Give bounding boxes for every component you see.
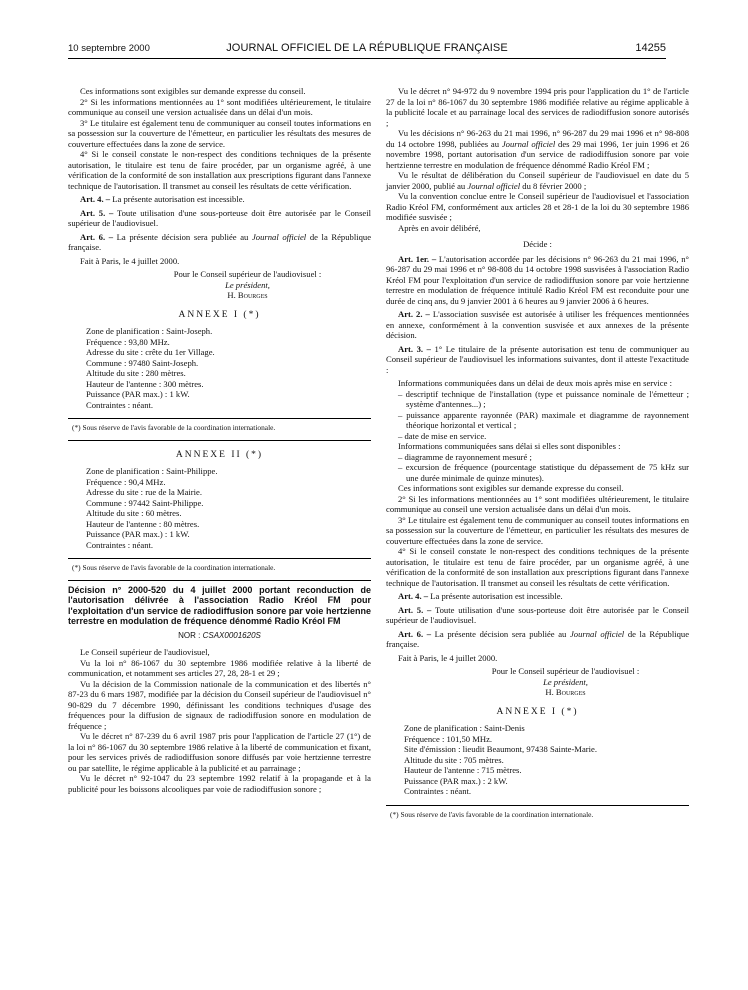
paragraph: 4° Si le conseil constate le non-respect des conditions techniques de la présente autorisation, le titulaire est tenu de faire procéder, par un organisme agréé, à une vérification de la conformité de son installation aux prescriptions figurant dans l'annexe technique de l'autorisation. Il transmet au conseil les résultats de cette vérification. (386, 546, 689, 588)
paragraph: Après en avoir délibéré, (398, 222, 481, 233)
signature-line: Pour le Conseil supérieur de l'audiovisuel : (491, 666, 640, 676)
paragraph: Informations communiquées sans délai si elles sont disponibles : (398, 441, 621, 451)
signature-name: H. Bourges (227, 290, 268, 300)
annex-1-list (386, 723, 689, 797)
article-text: Toute utilisation d'une sous-porteuse doit être autorisée par le Conseil supérieur de l'audiovisuel. (68, 207, 372, 228)
signature-role: Le président, (543, 676, 588, 687)
divider (386, 805, 689, 806)
annex-line: Altitude du site : 705 mètres. (404, 754, 504, 765)
article-2: Art. 2. – L'association susvisée est autorisée à utiliser les fréquences mentionnées en annexe, conformément à la convention susvisée et aux annexes de la présente décision. (386, 309, 690, 340)
signature-role: Le président, (225, 279, 270, 290)
paragraph: Informations communiquées dans un délai de deux mois après mise en service : (398, 378, 672, 388)
nor-code: CSAX0001620S (202, 630, 261, 640)
paragraph: Vu le décret n° 87-239 du 6 avril 1987 pris pour l'application de l'article 27 (1°) de la loi n° 86-1067 du 30 septembre 1986 relative à la liberté de communication et fixant, pour les services privés de radiodiffusion sonore diffusés par voie hertzienne terrestre ou par satellite, le régime applicable à la publicité et au parrainage ; (68, 731, 371, 773)
article-label: Art. 4. – (398, 591, 429, 601)
article-6: Art. 6. – La présente décision sera publiée au Journal officiel de la République française. (386, 628, 690, 649)
signature-name: H. Bourges (545, 687, 586, 697)
annex-title: ANNEXE I (*) (178, 309, 261, 320)
article-label: Art. 3. – (398, 343, 431, 354)
paragraph: 3° Le titulaire est également tenu de communiquer au conseil toutes informations en sa possession sur la couverture de l'émetteur, en particulier les résultats des mesures de couverture effectuées dans la zone de service. (68, 117, 371, 149)
article-label: Art. 6. – (80, 231, 114, 242)
annex-line: Altitude du site : 60 mètres. (86, 508, 182, 518)
paragraph: Vu les décisions n° 96-263 du 21 mai 1996, n° 96-287 du 29 mai 1996 et n° 98-808 du 14 octobre 1998, publiées au Journal officiel des 29 mai 1996, 1er juin 1996 et 26 novembre 1998, portant autorisation d'un service de radiodiffusion sonore par voie hertzienne terrestre en modulation de fréquence dénommé Radio Kréol FM ; (386, 128, 690, 170)
article-6 (68, 232, 371, 253)
annex-line: Site d'émission : lieudit Beaumont, 97438 Sainte-Marie. (404, 744, 597, 754)
divider (68, 440, 371, 441)
annex-line: Adresse du site : rue de la Mairie. (86, 487, 202, 497)
paragraph: 3° Le titulaire est également tenu de communiquer au conseil toutes informations en sa possession sur la couverture de l'émetteur, en particulier les résultats des mesures de couverture effectuées dans la zone de service. (386, 514, 689, 546)
annex-line: Zone de planification : Saint-Philippe. (86, 466, 218, 476)
page-header (68, 41, 666, 57)
paragraph: Le Conseil supérieur de l'audiovisuel, (80, 647, 210, 657)
annex-line: Fréquence : 101,50 MHz. (404, 733, 493, 744)
annex-line: Contraintes : néant. (86, 539, 154, 550)
article-1: Art. 1er. – L'autorisation accordée par les décisions n° 96-263 du 21 mai 1996, n° 96-287 du 29 mai 1996 et n° 98-808 du 14 octobre 1998 susvisées à l'association Radio Kréol FM pour l'exploitation d'un service de radiodiffusion sonore par voie hertzienne terrestre en modulation de fréquence intitulé Radio Kréol FM est reconduite pour une durée de cinq ans, du 9 janvier 2001 à 6 heures au 9 janvier 2006 à 6 heures. (386, 253, 689, 306)
annex-line: Puissance (PAR max.) : 1 kW. (86, 389, 190, 399)
paragraph: Vu le résultat de délibération du Conseil supérieur de l'audiovisuel en date du 5 janvier 2000, publié au Journal officiel du 8 février 2000 ; (386, 170, 689, 191)
paragraph: 2° Si les informations mentionnées au 1° sont modifiées ultérieurement, le titulaire communique au conseil une version actualisée dans un délai d'un mois. (386, 493, 689, 514)
paragraph: Ces informations sont exigibles sur demande expresse du conseil. (80, 86, 306, 96)
journal-title: JOURNAL OFFICIEL DE LA RÉPUBLIQUE FRANÇAISE (226, 42, 508, 54)
fait-a-paris: Fait à Paris, le 4 juillet 2000. (80, 255, 180, 266)
footnote: (*) Sous réserve de l'avis favorable de la coordination internationale. (72, 563, 276, 572)
list-item: – excursion de fréquence (pourcentage statistique du dépassement de 75 kHz sur une durée minimale de quinze minutes). (398, 462, 689, 483)
divider (68, 418, 371, 419)
annex-title: ANNEXE II (*) (175, 449, 264, 460)
annex-line: Puissance (PAR max.) : 1 kW. (86, 529, 190, 539)
footnote: (*) Sous réserve de l'avis favorable de la coordination internationale. (72, 423, 276, 432)
journal-officiel-ref: Journal officiel (501, 138, 556, 149)
annex-2-list (68, 466, 371, 550)
annex-line: Fréquence : 93,80 MHz. (86, 336, 170, 347)
annex-line: Puissance (PAR max.) : 2 kW. (404, 775, 508, 786)
header-date: 10 septembre 2000 (68, 43, 150, 54)
journal-officiel-ref: Journal officiel (251, 231, 307, 242)
article-label: Art. 5. – (80, 207, 114, 218)
annex-line: Zone de planification : Saint-Joseph. (86, 326, 213, 336)
annex-1-list (68, 326, 371, 410)
annex-line: Contraintes : néant. (404, 786, 472, 796)
article-label: Art. 6. – (398, 628, 432, 639)
article-text: La présente décision sera publiée au (113, 231, 252, 242)
article-label: Art. 1er. – (398, 253, 437, 264)
annex-line: Commune : 97480 Saint-Joseph. (86, 357, 199, 368)
article-label: Art. 2. – (398, 309, 430, 319)
article-5 (68, 208, 371, 229)
article-4 (68, 194, 371, 205)
paragraph: Ces informations sont exigibles sur demande expresse du conseil. (398, 483, 624, 493)
decide: Décide : (523, 239, 552, 249)
left-column (68, 86, 371, 794)
annex-line: Hauteur de l'antenne : 300 mètres. (86, 378, 204, 389)
paragraph: Vu la loi n° 86-1067 du 30 septembre 1986 modifiée relative à la liberté de communication, et notamment ses articles 27, 28, 28-1 et 29 ; (68, 657, 371, 678)
journal-officiel-ref: Journal officiel (569, 628, 625, 639)
nor-reference: NOR : CSAX0001620S (178, 630, 261, 640)
signature-line: Pour le Conseil supérieur de l'audiovisuel : (173, 269, 322, 279)
paragraph: 2° Si les informations mentionnées au 1° sont modifiées ultérieurement, le titulaire communique au conseil une version actualisée dans un délai d'un mois. (68, 96, 371, 117)
page-number: 14255 (635, 42, 666, 54)
article-label: Art. 4. – (80, 194, 111, 204)
annex-line: Commune : 97442 Saint-Philippe. (86, 497, 204, 508)
annex-line: Adresse du site : crête du 1er Village. (86, 347, 215, 357)
article-5: Art. 5. – Toute utilisation d'une sous-porteuse doit être autorisée par le Conseil supérieur de l'audiovisuel. (386, 604, 690, 625)
paragraph: Vu la convention conclue entre le Conseil supérieur de l'audiovisuel et l'association Radio Kréol FM, conformément aux articles 28 et 28-1 de la loi du 30 septembre 1986 modifiée susvisée ; (386, 191, 689, 222)
annex-line: Hauteur de l'antenne : 80 mètres. (86, 518, 200, 529)
header-rule (68, 58, 666, 59)
paragraph: Vu la décision de la Commission nationale de la communication et des libertés n° 87-23 du 6 mars 1987, modifiée par la décision du Conseil supérieur de l'audiovisuel n° 90-829 du 7 décembre 1990, définissant les conditions techniques d'usage des fréquences pour la diffusion de signaux de radiodiffusion sonore en modulation de fréquence ; (68, 678, 371, 731)
list-item: – puissance apparente rayonnée (PAR) maximale et diagramme de rayonnement théorique horizontal et vertical ; (398, 409, 689, 430)
right-column (386, 86, 689, 826)
paragraph: Vu le décret n° 92-1047 du 23 septembre 1992 relatif à la propagande et à la publicité pour les boissons alcooliques par voie de radiodiffusion sonore ; (68, 773, 371, 794)
article-text: La présente autorisation est incessible. (110, 194, 245, 204)
article-label: Art. 5. – (398, 604, 432, 615)
annex-line: Contraintes : néant. (86, 399, 154, 410)
divider (68, 558, 371, 559)
article-4: Art. 4. – La présente autorisation est incessible. (398, 591, 563, 601)
journal-officiel-ref: Journal officiel (467, 180, 521, 191)
footnote: (*) Sous réserve de l'avis favorable de la coordination internationale. (390, 809, 594, 819)
article-text: de la République française. (68, 231, 372, 252)
paragraph: 4° Si le conseil constate le non-respect des conditions techniques de la présente autorisation, le titulaire est tenu de faire procéder, par un organisme agréé, à une vérification de la conformité de son installation aux prescriptions figurant dans l'annexe technique de l'autorisation. Il transmet au conseil les résultats de cette vérification. (68, 149, 371, 191)
divider (68, 580, 371, 581)
list-item: – diagramme de rayonnement mesuré ; (398, 451, 532, 462)
annex-line: Zone de planification : Saint-Denis (404, 723, 525, 733)
decision-title: Décision n° 2000-520 du 4 juillet 2000 portant reconduction de l'autorisation délivrée à l'association Radio Kréol FM pour l'exploitation d'un service de radiodiffusion sonore par voie hertzienne terrestre en modulation de fréquence dénommé Radio Kréol FM (68, 584, 371, 626)
list-item: – descriptif technique de l'installation (type et puissance nominale de l'émetteur ; système d'antennes...) ; (398, 388, 689, 409)
fait-a-paris: Fait à Paris, le 4 juillet 2000. (398, 652, 498, 663)
annex-line: Fréquence : 90,4 MHz. (86, 476, 166, 487)
annex-line: Altitude du site : 280 mètres. (86, 368, 186, 378)
article-3: Art. 3. – 1° Le titulaire de la présente autorisation est tenu de communiquer au Conseil supérieur de l'audiovisuel les informations suivantes, dont il atteste l'exactitude : (386, 343, 689, 375)
paragraph: Vu le décret n° 94-972 du 9 novembre 1994 pris pour l'application du 1° de l'article 27 de la loi n° 86-1067 du 30 septembre 1986 modifiée relative au régime applicable à la publicité locale et au parrainage local des services de radiodiffusion sonore autorisés ; (386, 86, 689, 128)
list-item: – date de mise en service. (398, 430, 487, 441)
annex-line: Hauteur de l'antenne : 715 mètres. (404, 765, 522, 775)
annex-title: ANNEXE I (*) (496, 706, 579, 717)
